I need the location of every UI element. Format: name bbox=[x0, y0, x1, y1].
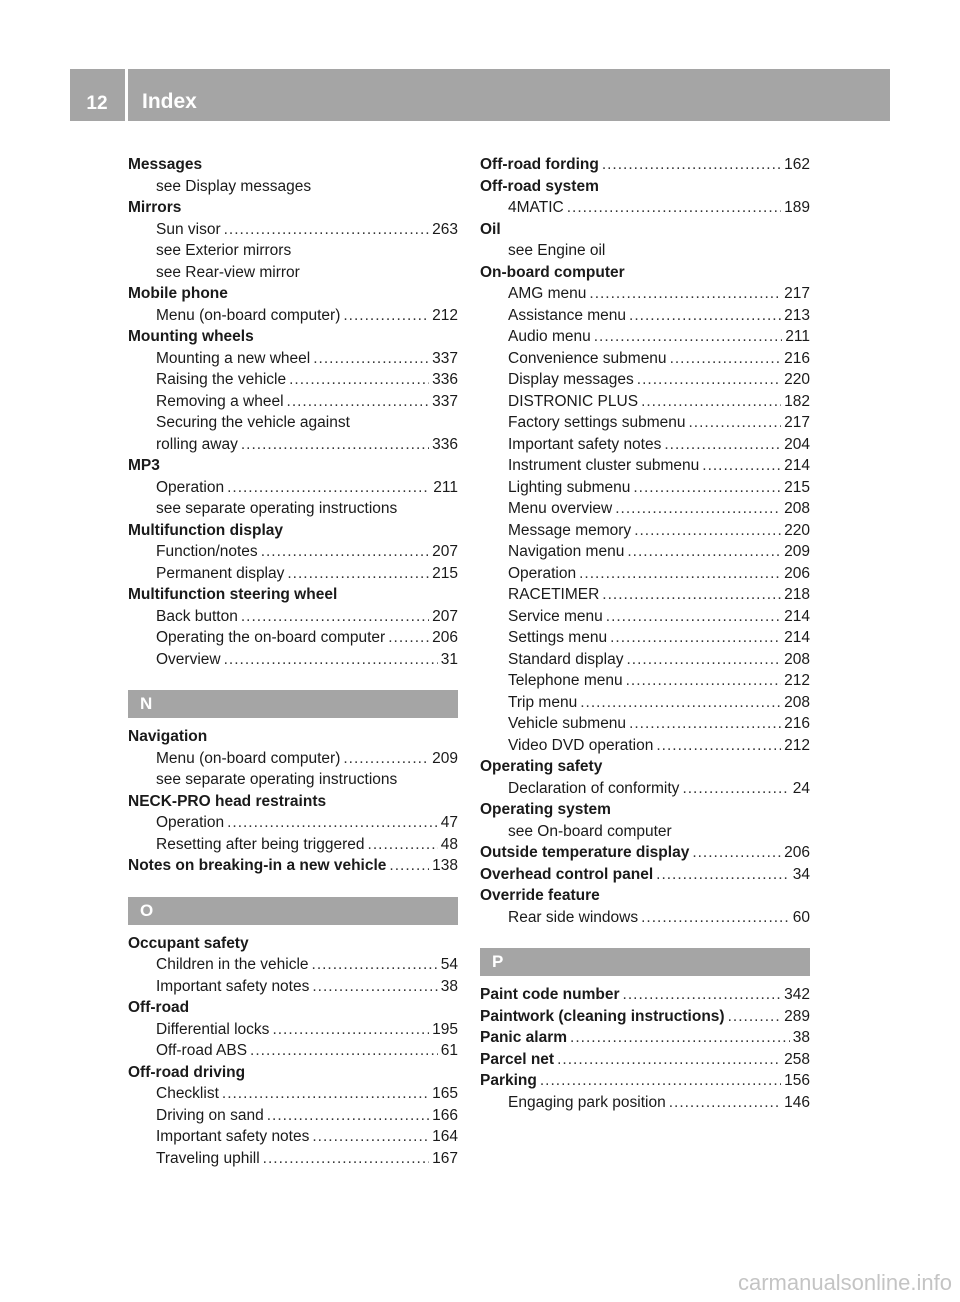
index-entry bbox=[480, 842, 810, 864]
index-subentry bbox=[480, 541, 810, 563]
dot-leader bbox=[272, 1019, 429, 1041]
dot-leader bbox=[589, 283, 781, 305]
dot-leader bbox=[570, 1027, 790, 1049]
entry-label: Rear side windows bbox=[508, 908, 639, 926]
index-subentry bbox=[480, 197, 810, 219]
entry-label: see Rear-view mirror bbox=[156, 263, 300, 281]
index-subentry bbox=[128, 1126, 458, 1148]
dot-leader bbox=[313, 348, 429, 370]
entry-label: Differential locks bbox=[156, 1020, 270, 1038]
dot-leader bbox=[540, 1070, 781, 1092]
entry-label: Oil bbox=[480, 220, 501, 238]
entry-page-number: 337 bbox=[432, 392, 458, 410]
entry-label: Operating safety bbox=[480, 758, 603, 775]
dot-leader bbox=[222, 1083, 429, 1105]
index-entry bbox=[128, 791, 458, 813]
entry-page-number: 38 bbox=[792, 1029, 810, 1046]
entry-label: Children in the vehicle bbox=[156, 956, 309, 973]
entry-label: Resetting after being triggered bbox=[156, 835, 365, 853]
entry-label: Menu (on-board computer) bbox=[156, 306, 341, 324]
dot-leader bbox=[728, 1006, 782, 1028]
index-subentry bbox=[480, 907, 810, 929]
index-subentry bbox=[480, 283, 810, 305]
dot-leader bbox=[567, 197, 781, 219]
entry-page-number: 258 bbox=[784, 1050, 810, 1068]
entry-label: see Exterior mirrors bbox=[156, 242, 292, 259]
entry-page-number: 166 bbox=[432, 1106, 458, 1124]
entry-label: Menu overview bbox=[508, 500, 613, 517]
page-number: 12 bbox=[86, 93, 108, 114]
entry-page-number: 214 bbox=[784, 457, 810, 474]
dot-leader bbox=[656, 735, 781, 757]
entry-label: see Engine oil bbox=[508, 242, 606, 259]
entry-page-number: 24 bbox=[792, 779, 810, 797]
entry-label: Driving on sand bbox=[156, 1106, 264, 1124]
entry-label: RACETIMER bbox=[508, 586, 600, 603]
entry-label: Navigation bbox=[128, 728, 208, 745]
entry-page-number: 208 bbox=[784, 500, 810, 517]
entry-page-number: 211 bbox=[785, 328, 810, 345]
index-subentry bbox=[480, 391, 810, 413]
entry-label: Mounting wheels bbox=[128, 328, 254, 345]
index-subentry bbox=[480, 563, 810, 585]
entry-label: Mounting a new wheel bbox=[156, 349, 311, 367]
dot-leader bbox=[241, 606, 429, 628]
index-subentry bbox=[128, 1105, 458, 1127]
entry-label: Multifunction display bbox=[128, 521, 283, 539]
entry-label: Declaration of conformity bbox=[508, 779, 680, 797]
entry-page-number: 215 bbox=[784, 478, 810, 496]
entry-label: Mobile phone bbox=[128, 285, 228, 302]
index-entry bbox=[480, 1070, 810, 1092]
entry-label: Lighting submenu bbox=[508, 478, 631, 496]
entry-page-number: 195 bbox=[432, 1020, 458, 1038]
dot-leader bbox=[580, 692, 781, 714]
entry-page-number: 146 bbox=[784, 1093, 810, 1111]
index-entry bbox=[128, 197, 458, 219]
entry-page-number: 207 bbox=[432, 543, 458, 560]
page-header bbox=[70, 69, 890, 121]
entry-page-number: 61 bbox=[440, 1042, 458, 1059]
entry-label: Operation bbox=[156, 814, 225, 831]
dot-leader bbox=[656, 864, 790, 886]
entry-label: Outside temperature display bbox=[480, 844, 690, 861]
entry-label: Factory settings submenu bbox=[508, 414, 686, 431]
entry-label: Menu (on-board computer) bbox=[156, 749, 341, 767]
entry-page-number: 54 bbox=[440, 956, 458, 973]
dot-leader bbox=[389, 855, 429, 877]
entry-label: Telephone menu bbox=[508, 672, 623, 689]
entry-label: AMG menu bbox=[508, 285, 587, 302]
entry-page-number: 263 bbox=[432, 220, 458, 238]
entry-label: Convenience submenu bbox=[508, 349, 667, 367]
watermark: carmanualsonline.info bbox=[737, 1270, 952, 1295]
entry-page-number: 138 bbox=[432, 857, 458, 874]
entry-label: Operating system bbox=[480, 801, 611, 818]
entry-label: 4MATIC bbox=[508, 199, 564, 216]
entry-label: Message memory bbox=[508, 521, 632, 539]
entry-page-number: 208 bbox=[784, 693, 810, 711]
index-entry bbox=[128, 154, 458, 176]
index-entry bbox=[480, 1006, 810, 1028]
index-subentry bbox=[480, 778, 810, 800]
entry-label: Sun visor bbox=[156, 220, 221, 238]
entry-label: Checklist bbox=[156, 1085, 219, 1102]
entry-page-number: 337 bbox=[432, 349, 458, 367]
entry-label: Multifunction steering wheel bbox=[128, 586, 338, 603]
index-entry bbox=[128, 933, 458, 955]
index-subentry bbox=[128, 176, 458, 198]
entry-label: Paintwork (cleaning instructions) bbox=[480, 1007, 725, 1025]
entry-page-number: 216 bbox=[784, 349, 810, 367]
entry-page-number: 165 bbox=[432, 1085, 458, 1102]
dot-leader bbox=[627, 541, 781, 563]
entry-label: Instrument cluster submenu bbox=[508, 457, 700, 474]
entry-page-number: 189 bbox=[784, 199, 810, 216]
index-subentry bbox=[128, 976, 458, 998]
index-entry bbox=[128, 326, 458, 348]
entry-page-number: 208 bbox=[784, 650, 810, 668]
dot-leader bbox=[261, 541, 429, 563]
index-subentry bbox=[480, 649, 810, 671]
index-subentry bbox=[128, 541, 458, 563]
entry-page-number: 209 bbox=[432, 749, 458, 767]
index-entry bbox=[128, 855, 458, 877]
entry-label: Off-road fording bbox=[480, 156, 599, 173]
entry-label: Removing a wheel bbox=[156, 392, 284, 410]
index-subentry bbox=[128, 412, 458, 434]
entry-label: Vehicle submenu bbox=[508, 715, 627, 732]
entry-page-number: 204 bbox=[784, 435, 810, 453]
index-entry bbox=[480, 864, 810, 886]
index-subentry bbox=[480, 1092, 810, 1114]
index-subentry bbox=[480, 670, 810, 692]
dot-leader bbox=[227, 477, 430, 499]
index-subentry bbox=[128, 769, 458, 791]
entry-label: Panic alarm bbox=[480, 1029, 568, 1046]
entry-label: Back button bbox=[156, 607, 238, 625]
index-entry bbox=[128, 584, 458, 606]
dot-leader bbox=[224, 219, 430, 241]
index-subentry bbox=[480, 520, 810, 542]
dot-leader bbox=[634, 520, 781, 542]
index-subentry bbox=[128, 305, 458, 327]
entry-page-number: 31 bbox=[440, 650, 458, 668]
entry-page-number: 217 bbox=[784, 285, 810, 302]
index-subentry bbox=[128, 391, 458, 413]
entry-page-number: 212 bbox=[432, 306, 458, 324]
entry-page-number: 167 bbox=[432, 1149, 458, 1167]
entry-page-number: 213 bbox=[784, 306, 810, 324]
index-subentry bbox=[128, 369, 458, 391]
entry-page-number: 214 bbox=[784, 629, 810, 646]
entry-label: Securing the vehicle against bbox=[156, 414, 350, 431]
entry-label: Audio menu bbox=[508, 328, 591, 345]
header-divider bbox=[125, 69, 128, 121]
index-subentry bbox=[480, 821, 810, 843]
entry-label: Off-road driving bbox=[128, 1063, 246, 1081]
dot-leader bbox=[623, 984, 782, 1006]
entry-label: Paint code number bbox=[480, 986, 620, 1003]
entry-label: NECK-PRO head restraints bbox=[128, 792, 327, 810]
dot-leader bbox=[368, 834, 438, 856]
entry-label: Important safety notes bbox=[156, 1128, 310, 1145]
entry-page-number: 34 bbox=[792, 865, 810, 883]
entry-label: Raising the vehicle bbox=[156, 371, 287, 388]
dot-leader bbox=[388, 627, 429, 649]
index-subentry bbox=[480, 326, 810, 348]
index-subentry bbox=[128, 649, 458, 671]
entry-page-number: 206 bbox=[784, 564, 810, 582]
dot-leader bbox=[688, 412, 781, 434]
dot-leader bbox=[633, 477, 781, 499]
entry-label: Overview bbox=[156, 650, 221, 668]
dot-leader bbox=[641, 907, 790, 929]
dot-leader bbox=[641, 391, 781, 413]
index-subentry bbox=[128, 434, 458, 456]
entry-label: Off-road bbox=[128, 999, 190, 1016]
entry-page-number: 38 bbox=[440, 977, 458, 995]
entry-page-number: 336 bbox=[432, 435, 458, 453]
entry-label: On-board computer bbox=[480, 263, 625, 281]
index-subentry bbox=[128, 498, 458, 520]
entry-page-number: 47 bbox=[440, 814, 458, 831]
entry-label: Override feature bbox=[480, 887, 600, 904]
dot-leader bbox=[692, 842, 781, 864]
entry-label: Operation bbox=[508, 564, 577, 582]
entry-page-number: 182 bbox=[784, 392, 810, 410]
entry-label: Overhead control panel bbox=[480, 865, 654, 883]
dot-leader bbox=[670, 348, 782, 370]
entry-page-number: 206 bbox=[432, 629, 458, 646]
dot-leader bbox=[312, 1126, 429, 1148]
dot-leader bbox=[267, 1105, 429, 1127]
index-subentry bbox=[128, 219, 458, 241]
index-column-right bbox=[480, 154, 810, 1113]
entry-label: Settings menu bbox=[508, 629, 608, 646]
dot-leader bbox=[629, 713, 781, 735]
index-subentry bbox=[480, 627, 810, 649]
entry-label: Trip menu bbox=[508, 693, 578, 711]
entry-label: rolling away bbox=[156, 435, 238, 453]
entry-page-number: 215 bbox=[432, 564, 458, 582]
dot-leader bbox=[289, 369, 429, 391]
entry-label: Permanent display bbox=[156, 564, 285, 582]
entry-page-number: 336 bbox=[432, 371, 458, 388]
entry-label: see separate operating instructions bbox=[156, 771, 398, 788]
index-entry bbox=[128, 726, 458, 748]
dot-leader bbox=[594, 326, 783, 348]
index-entry bbox=[128, 283, 458, 305]
index-entry bbox=[128, 997, 458, 1019]
dot-leader bbox=[263, 1148, 429, 1170]
dot-leader bbox=[615, 498, 781, 520]
index-letter-header: P bbox=[480, 948, 810, 976]
dot-leader bbox=[602, 584, 781, 606]
dot-leader bbox=[227, 812, 438, 834]
index-subentry bbox=[480, 455, 810, 477]
dot-leader bbox=[682, 778, 789, 800]
entry-label: Mirrors bbox=[128, 199, 182, 216]
entry-page-number: 220 bbox=[784, 521, 810, 539]
index-subentry bbox=[128, 563, 458, 585]
entry-page-number: 60 bbox=[792, 908, 810, 926]
index-subentry bbox=[128, 1040, 458, 1062]
index-subentry bbox=[480, 412, 810, 434]
entry-page-number: 211 bbox=[433, 478, 458, 496]
dot-leader bbox=[669, 1092, 781, 1114]
index-subentry bbox=[128, 748, 458, 770]
index-subentry bbox=[480, 692, 810, 714]
entry-page-number: 48 bbox=[440, 835, 458, 853]
index-subentry bbox=[480, 305, 810, 327]
dot-leader bbox=[343, 748, 429, 770]
dot-leader bbox=[224, 649, 438, 671]
entry-label: Off-road system bbox=[480, 177, 599, 195]
index-subentry bbox=[480, 434, 810, 456]
dot-leader bbox=[241, 434, 429, 456]
entry-label: Function/notes bbox=[156, 543, 258, 560]
index-subentry bbox=[128, 1148, 458, 1170]
index-entry bbox=[480, 799, 810, 821]
index-subentry bbox=[128, 240, 458, 262]
dot-leader bbox=[287, 391, 430, 413]
dot-leader bbox=[610, 627, 781, 649]
entry-label: see On-board computer bbox=[508, 822, 672, 840]
index-subentry bbox=[128, 954, 458, 976]
index-subentry bbox=[128, 477, 458, 499]
entry-page-number: 162 bbox=[784, 156, 810, 173]
entry-page-number: 214 bbox=[784, 607, 810, 625]
index-entry bbox=[480, 262, 810, 284]
index-column-left bbox=[128, 154, 458, 1169]
index-entry bbox=[480, 1027, 810, 1049]
dot-leader bbox=[664, 434, 781, 456]
entry-label: Assistance menu bbox=[508, 306, 627, 324]
index-entry bbox=[128, 455, 458, 477]
page-title: Index bbox=[142, 90, 197, 113]
index-entry bbox=[480, 756, 810, 778]
entry-label: Operation bbox=[156, 478, 225, 496]
index-subentry bbox=[480, 713, 810, 735]
index-entry bbox=[128, 520, 458, 542]
dot-leader bbox=[629, 305, 781, 327]
entry-label: Parking bbox=[480, 1072, 537, 1089]
entry-page-number: 207 bbox=[432, 607, 458, 625]
dot-leader bbox=[250, 1040, 438, 1062]
index-subentry bbox=[128, 627, 458, 649]
dot-leader bbox=[626, 670, 782, 692]
entry-label: see Display messages bbox=[156, 177, 312, 195]
index-subentry bbox=[128, 348, 458, 370]
index-subentry bbox=[480, 348, 810, 370]
entry-page-number: 289 bbox=[784, 1007, 810, 1025]
entry-label: DISTRONIC PLUS bbox=[508, 392, 639, 410]
dot-leader bbox=[626, 649, 781, 671]
dot-leader bbox=[287, 563, 429, 585]
index-subentry bbox=[128, 606, 458, 628]
index-letter-header: N bbox=[128, 690, 458, 718]
entry-page-number: 342 bbox=[784, 986, 810, 1003]
index-subentry bbox=[128, 812, 458, 834]
entry-page-number: 218 bbox=[784, 586, 810, 603]
entry-label: Occupant safety bbox=[128, 934, 249, 952]
dot-leader bbox=[343, 305, 429, 327]
entry-page-number: 156 bbox=[784, 1072, 810, 1089]
dot-leader bbox=[557, 1049, 781, 1071]
dot-leader bbox=[312, 976, 437, 998]
index-entry bbox=[480, 984, 810, 1006]
entry-label: Display messages bbox=[508, 371, 634, 388]
entry-page-number: 220 bbox=[784, 371, 810, 388]
entry-label: Operating the on-board computer bbox=[156, 629, 386, 646]
entry-page-number: 217 bbox=[784, 414, 810, 431]
entry-label: Engaging park position bbox=[508, 1093, 666, 1111]
index-subentry bbox=[480, 369, 810, 391]
index-subentry bbox=[480, 498, 810, 520]
entry-label: see separate operating instructions bbox=[156, 500, 398, 517]
index-entry bbox=[480, 1049, 810, 1071]
dot-leader bbox=[602, 154, 781, 176]
index-subentry bbox=[128, 1083, 458, 1105]
index-subentry bbox=[480, 240, 810, 262]
index-entry bbox=[480, 885, 810, 907]
index-entry bbox=[480, 176, 810, 198]
dot-leader bbox=[637, 369, 781, 391]
entry-label: Video DVD operation bbox=[508, 736, 654, 754]
dot-leader bbox=[579, 563, 781, 585]
entry-page-number: 212 bbox=[784, 672, 810, 689]
entry-label: Standard display bbox=[508, 650, 624, 668]
entry-label: Notes on breaking-in a new vehicle bbox=[128, 857, 387, 874]
entry-label: Messages bbox=[128, 156, 203, 173]
dot-leader bbox=[606, 606, 781, 628]
index-subentry bbox=[480, 735, 810, 757]
entry-label: MP3 bbox=[128, 457, 160, 474]
index-subentry bbox=[480, 477, 810, 499]
entry-page-number: 216 bbox=[784, 715, 810, 732]
entry-page-number: 206 bbox=[784, 844, 810, 861]
entry-label: Important safety notes bbox=[508, 435, 662, 453]
index-entry bbox=[128, 1062, 458, 1084]
entry-page-number: 212 bbox=[784, 736, 810, 754]
entry-label: Navigation menu bbox=[508, 543, 625, 560]
entry-label: Parcel net bbox=[480, 1050, 555, 1068]
entry-label: Important safety notes bbox=[156, 977, 310, 995]
index-entry bbox=[480, 219, 810, 241]
index-subentry bbox=[480, 584, 810, 606]
entry-label: Service menu bbox=[508, 607, 603, 625]
index-letter-header: O bbox=[128, 897, 458, 925]
dot-leader bbox=[312, 954, 438, 976]
index-subentry bbox=[480, 606, 810, 628]
index-subentry bbox=[128, 262, 458, 284]
entry-page-number: 209 bbox=[784, 543, 810, 560]
entry-label: Off-road ABS bbox=[156, 1042, 248, 1059]
index-subentry bbox=[128, 834, 458, 856]
index-subentry bbox=[128, 1019, 458, 1041]
index-entry bbox=[480, 154, 810, 176]
entry-label: Traveling uphill bbox=[156, 1149, 260, 1167]
entry-page-number: 164 bbox=[432, 1128, 458, 1145]
dot-leader bbox=[702, 455, 781, 477]
